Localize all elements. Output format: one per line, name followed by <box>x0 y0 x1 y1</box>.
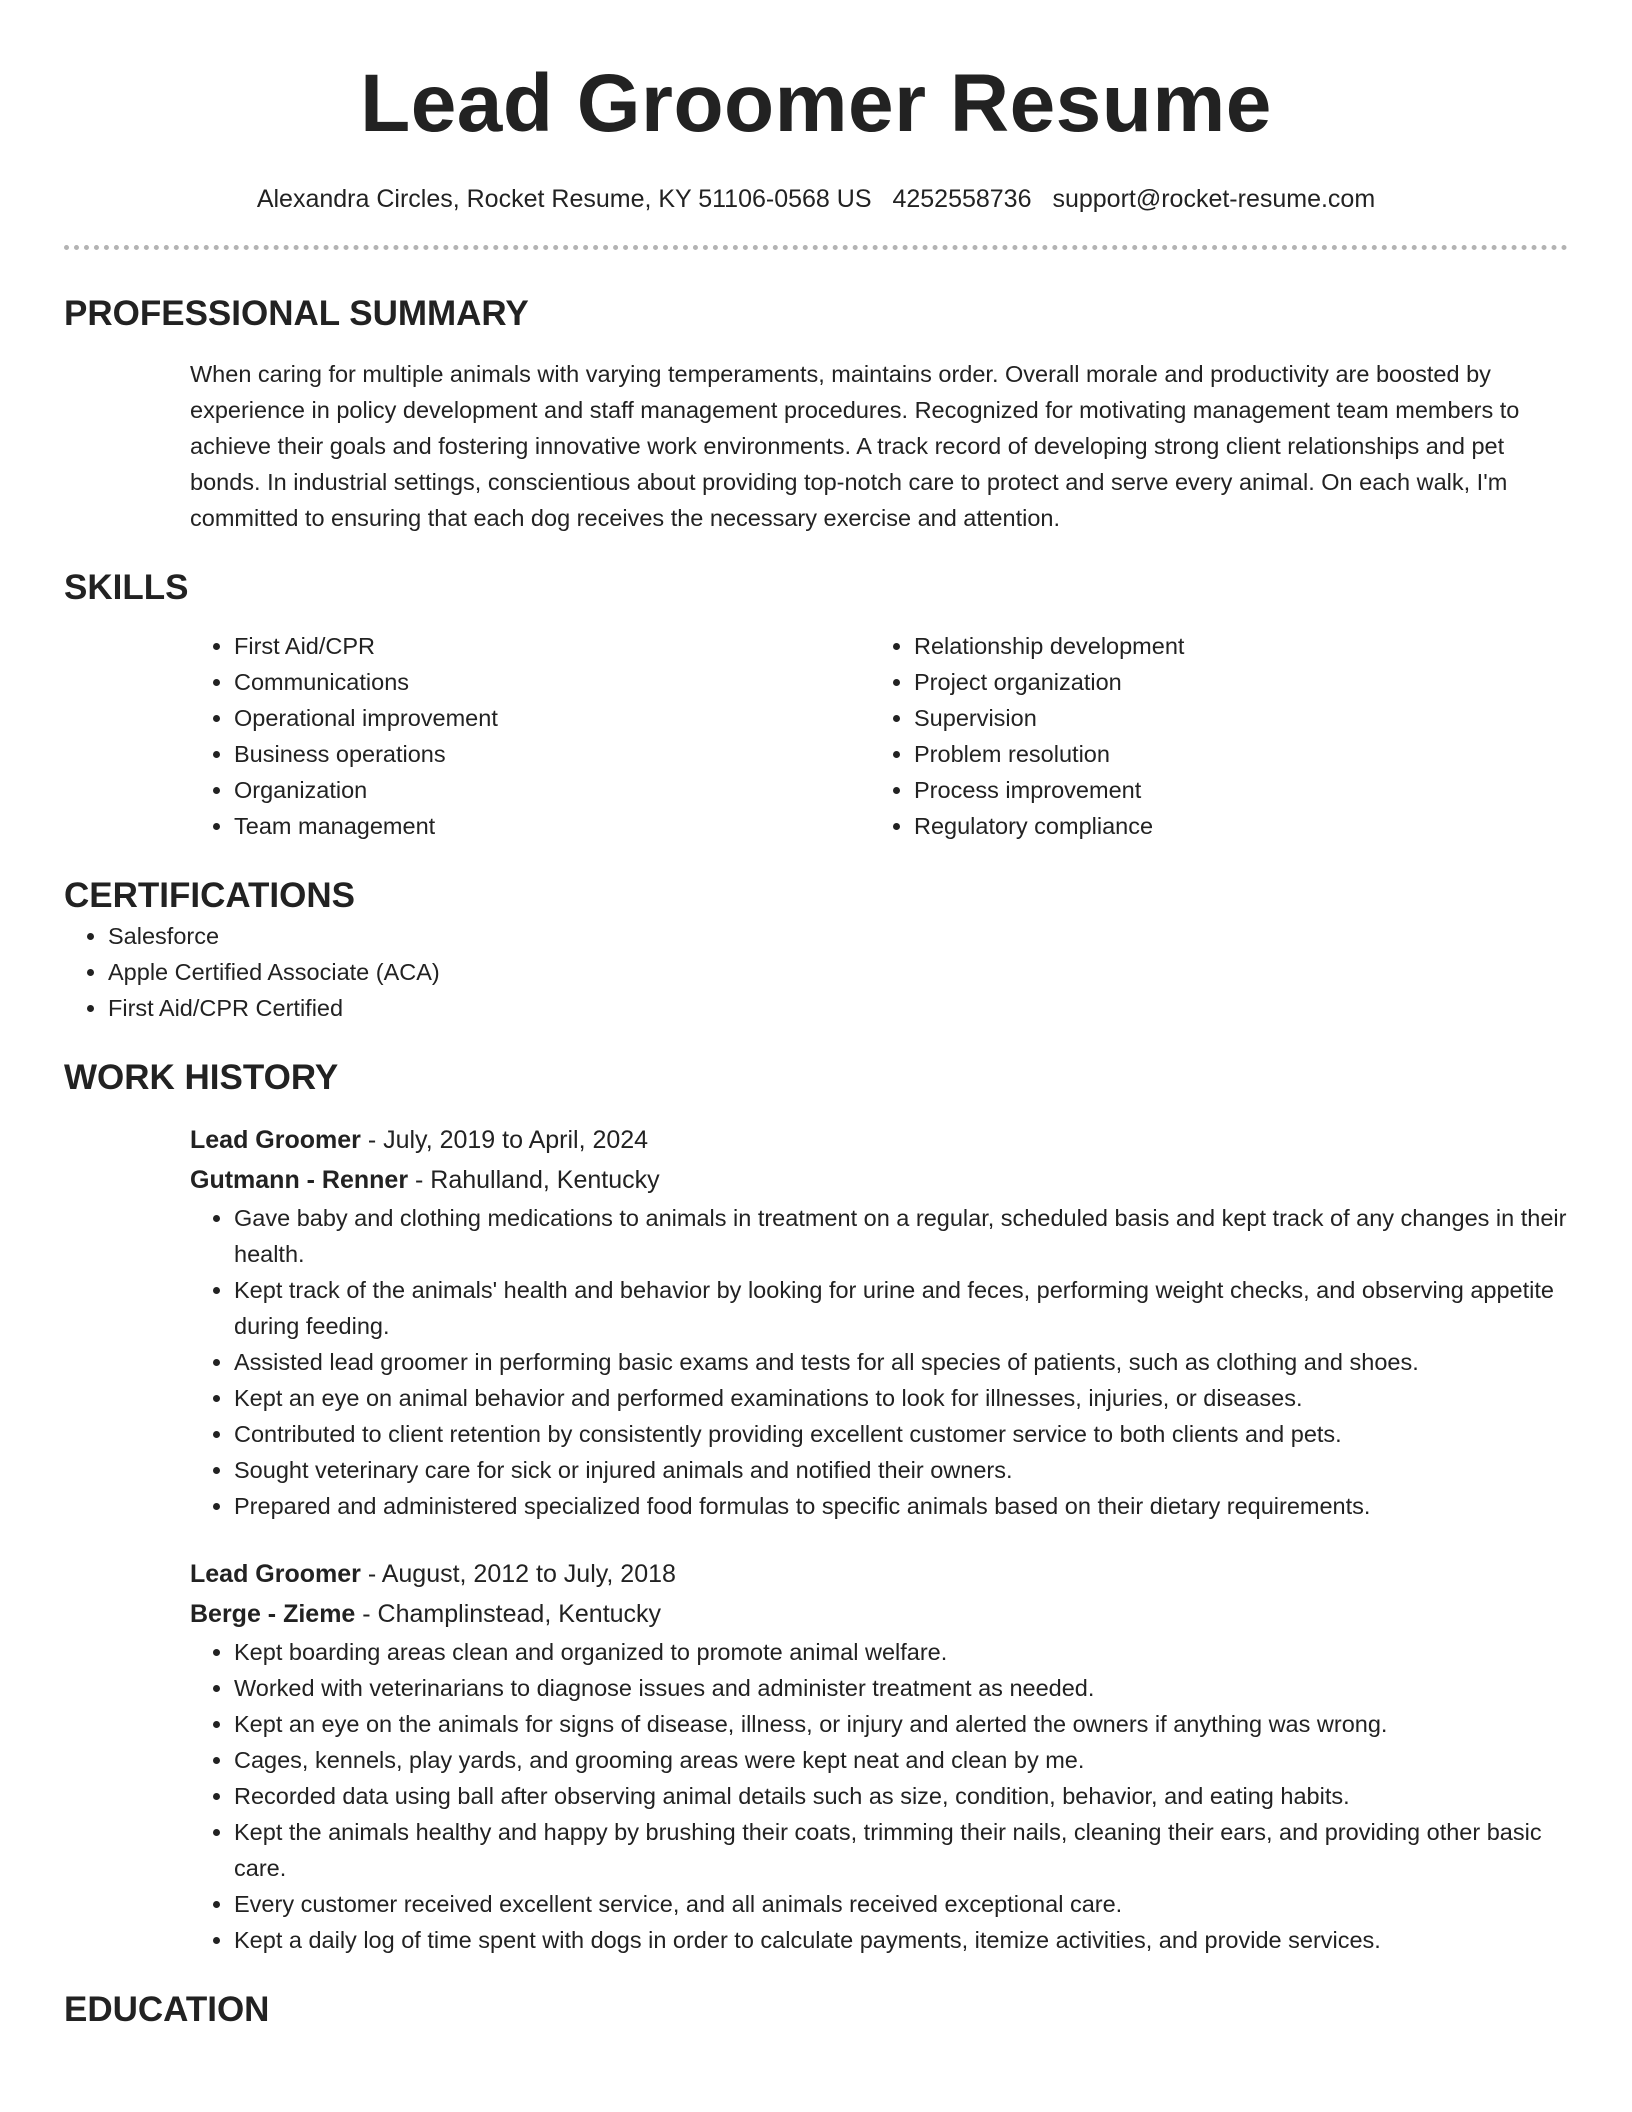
skills-grid <box>190 628 1568 844</box>
resume-title: Lead Groomer Resume <box>360 58 1272 149</box>
phone: 4252558736 <box>892 185 1032 213</box>
section-heading-skills: SKILLS <box>64 568 189 607</box>
job-duty-item: • Kept an eye on animal behavior and performed examinations to look for illnesses, injuries, or diseases. <box>234 1380 1568 1416</box>
skill-item: • Organization <box>234 772 870 808</box>
job-entry <box>190 1120 1568 1524</box>
skill-item: • Supervision <box>914 700 1550 736</box>
skill-item: • Communications <box>234 664 870 700</box>
skill-item: • Process improvement <box>914 772 1550 808</box>
skill-item: • Problem resolution <box>914 736 1550 772</box>
skill-item: • Business operations <box>234 736 870 772</box>
job-location: - Champlinstead, Kentucky <box>355 1600 662 1628</box>
skill-item: • Operational improvement <box>234 700 870 736</box>
skills-column-right <box>870 628 1550 844</box>
job-duty-item: • Recorded data using ball after observing animal details such as size, condition, behavior, and eating habits. <box>234 1778 1568 1814</box>
job-location: - Rahulland, Kentucky <box>408 1166 660 1194</box>
job-duty-item: • Gave baby and clothing medications to animals in treatment on a regular, scheduled basis and kept track of any changes in their health. <box>234 1200 1568 1272</box>
summary-text: When caring for multiple animals with varying temperaments, maintains order. Overall morale and productivity are boosted by experience in policy development and staff management procedures. Recognized for motivating management team members to achieve their goals and fostering innovative work environments. A track record of developing strong client relationships and pet bonds. In industrial settings, conscientious about providing top-notch care to protect and serve every animal. On each walk, I'm committed to ensuring that each dog receives the necessary exercise and attention. <box>190 361 1520 531</box>
certification-item: • Salesforce <box>108 918 1568 954</box>
job-duty-item: • Cages, kennels, play yards, and grooming areas were kept neat and clean by me. <box>234 1742 1568 1778</box>
job-duties-list <box>190 1634 1568 1958</box>
skill-item: • Project organization <box>914 664 1550 700</box>
address: Alexandra Circles, Rocket Resume, KY 51106-0568 US <box>256 185 872 213</box>
skills-column-left <box>190 628 870 844</box>
job-entry <box>190 1554 1568 1958</box>
job-title-line <box>190 1554 1568 1594</box>
job-company-line <box>190 1594 1568 1634</box>
skill-item: • Regulatory compliance <box>914 808 1550 844</box>
contact-line <box>64 182 1568 216</box>
job-duty-item: • Kept boarding areas clean and organized to promote animal welfare. <box>234 1634 1568 1670</box>
job-duties-list <box>190 1200 1568 1524</box>
job-company: Berge - Zieme <box>190 1600 356 1628</box>
job-duty-item: • Assisted lead groomer in performing basic exams and tests for all species of patients, such as clothing and shoes. <box>234 1344 1568 1380</box>
skill-item: • Team management <box>234 808 870 844</box>
skills-list-left <box>190 628 870 844</box>
header-divider <box>64 245 1568 250</box>
job-duty-item: • Sought veterinary care for sick or injured animals and notified their owners. <box>234 1452 1568 1488</box>
section-heading-education: EDUCATION <box>64 1990 270 2029</box>
certification-item: • First Aid/CPR Certified <box>108 990 1568 1026</box>
job-duty-item: • Kept track of the animals' health and behavior by looking for urine and feces, performing weight checks, and observing appetite during feeding. <box>234 1272 1568 1344</box>
certifications-section <box>64 874 1568 1026</box>
skills-list-right <box>870 628 1550 844</box>
job-duty-item: • Kept a daily log of time spent with dogs in order to calculate payments, itemize activities, and provide services. <box>234 1922 1568 1958</box>
section-heading-work-history: WORK HISTORY <box>64 1058 339 1097</box>
job-duty-item: • Every customer received excellent service, and all animals received exceptional care. <box>234 1886 1568 1922</box>
job-role: Lead Groomer <box>190 1126 361 1154</box>
education-section <box>64 1988 1568 2032</box>
skills-section <box>64 566 1568 844</box>
job-role: Lead Groomer <box>190 1560 361 1588</box>
certification-item: • Apple Certified Associate (ACA) <box>108 954 1568 990</box>
job-duty-item: • Kept the animals healthy and happy by brushing their coats, trimming their nails, cleaning their ears, and providing other basic care. <box>234 1814 1568 1886</box>
skill-item: • Relationship development <box>914 628 1550 664</box>
job-dates: - July, 2019 to April, 2024 <box>360 1126 649 1154</box>
job-company-line <box>190 1160 1568 1200</box>
job-duty-item: • Prepared and administered specialized food formulas to specific animals based on their dietary requirements. <box>234 1488 1568 1524</box>
job-title-line <box>190 1120 1568 1160</box>
email: support@rocket-resume.com <box>1052 185 1376 213</box>
skill-item: • First Aid/CPR <box>234 628 870 664</box>
job-company: Gutmann - Renner <box>190 1166 409 1194</box>
work-history-section <box>64 1056 1568 1958</box>
job-duty-item: • Contributed to client retention by consistently providing excellent customer service to both clients and pets. <box>234 1416 1568 1452</box>
section-heading-summary: PROFESSIONAL SUMMARY <box>64 294 529 333</box>
job-duty-item: • Kept an eye on the animals for signs of disease, illness, or injury and alerted the owners if anything was wrong. <box>234 1706 1568 1742</box>
certifications-list <box>64 918 1568 1026</box>
professional-summary-section <box>64 292 1568 536</box>
job-dates: - August, 2012 to July, 2018 <box>360 1560 676 1588</box>
job-duty-item: • Worked with veterinarians to diagnose issues and administer treatment as needed. <box>234 1670 1568 1706</box>
section-heading-certifications: CERTIFICATIONS <box>64 876 356 915</box>
